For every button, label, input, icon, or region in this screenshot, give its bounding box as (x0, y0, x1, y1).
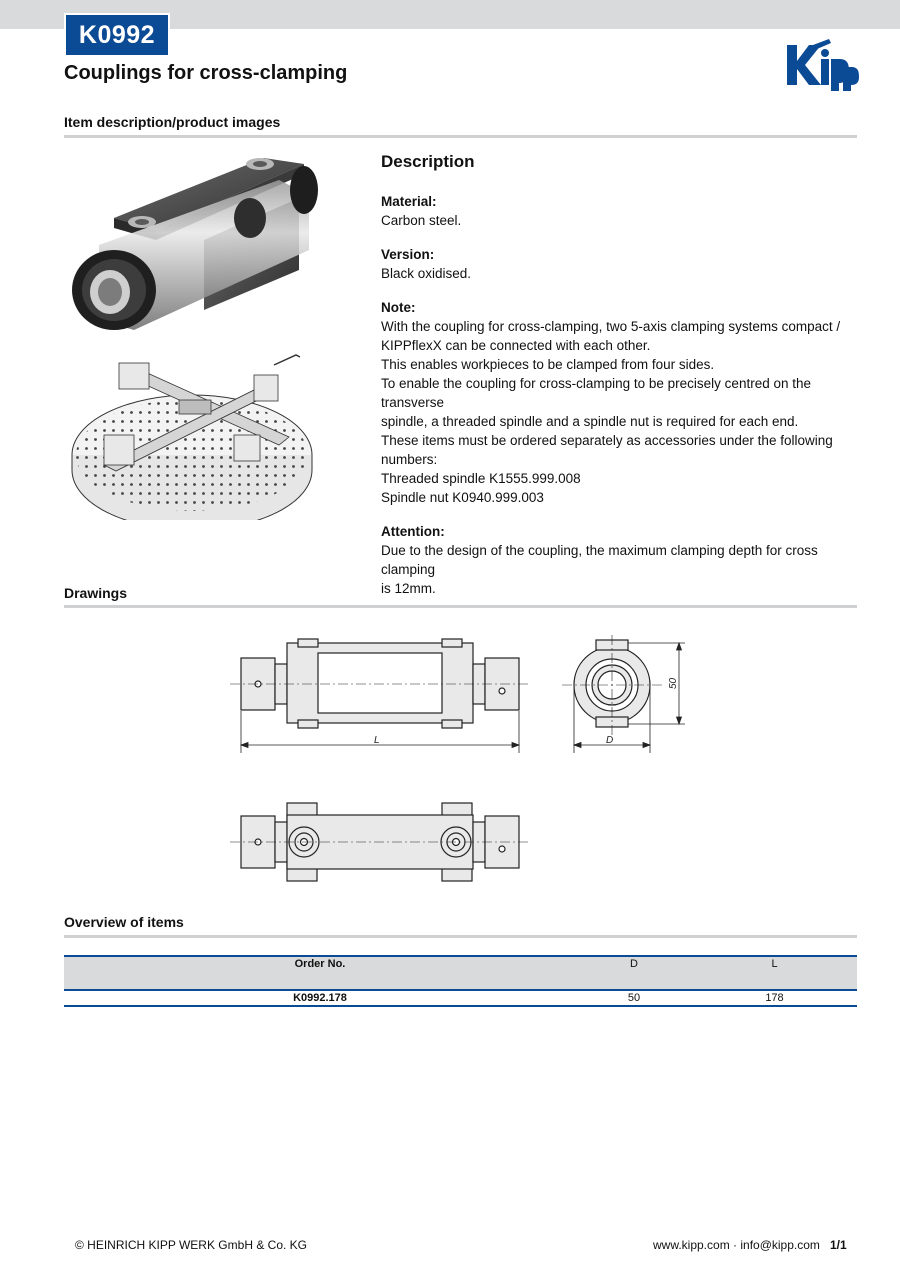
description-heading: Description (381, 152, 475, 171)
section-rule (64, 605, 857, 608)
kipp-logo (783, 37, 859, 93)
section-heading-overview: Overview of items (64, 914, 184, 930)
header-d: D (576, 956, 692, 990)
note-line: spindle, a threaded spindle and a spindle nut is required for each end. (381, 414, 799, 429)
note-label: Note: (381, 300, 416, 315)
version-label: Version: (381, 247, 435, 262)
note-line: This enables workpieces to be clamped from four sides. (381, 357, 715, 372)
note-line: KIPPflexX can be connected with each other. (381, 338, 651, 353)
header-order-no: Order No. (64, 956, 576, 990)
note-line: Spindle nut K0940.999.003 (381, 490, 544, 505)
assembly-product-image (64, 345, 322, 520)
section-heading-item-description: Item description/product images (64, 114, 281, 130)
items-table (64, 955, 857, 1007)
height-label: 50 (668, 677, 679, 689)
cell-l: 178 (692, 990, 857, 1006)
coupling-product-image (64, 150, 322, 340)
cell-d: 50 (576, 990, 692, 1006)
page-title: Couplings for cross-clamping (64, 62, 348, 84)
cell-order-no: K0992.178 (64, 990, 576, 1006)
material-block (381, 192, 857, 230)
footer-copyright: © HEINRICH KIPP WERK GmbH & Co. KG (75, 1238, 307, 1252)
header-l: L (692, 956, 857, 990)
footer-page-number: 1/1 (830, 1238, 847, 1252)
section-rule (64, 135, 857, 138)
attention-label: Attention: (381, 524, 445, 539)
section-rule (64, 935, 857, 938)
description-block (381, 152, 857, 613)
note-line: numbers: (381, 452, 438, 467)
section-heading-drawings: Drawings (64, 585, 128, 601)
attention-line: Due to the design of the coupling, the maximum clamping depth for cross clamping (381, 543, 818, 577)
material-value: Carbon steel. (381, 213, 462, 228)
table-row (64, 990, 857, 1006)
material-label: Material: (381, 194, 437, 209)
technical-drawings (200, 625, 720, 895)
product-code-badge: K0992 (64, 13, 170, 57)
version-block (381, 245, 857, 283)
footer-contact[interactable]: www.kipp.com · info@kipp.com (653, 1238, 820, 1252)
side-view-drawing (241, 639, 519, 728)
length-label: L (374, 735, 380, 746)
attention-block (381, 522, 857, 598)
note-line: To enable the coupling for cross-clamping to be precisely centred on the transverse (381, 376, 811, 410)
note-block (381, 298, 857, 507)
version-value: Black oxidised. (381, 266, 472, 281)
note-line: Threaded spindle K1555.999.008 (381, 471, 581, 486)
note-line: With the coupling for cross-clamping, two 5-axis clamping systems compact / (381, 319, 841, 334)
diameter-label: D (606, 735, 614, 746)
note-line: These items must be ordered separately as accessories under the following (381, 433, 833, 448)
attention-line: is 12mm. (381, 581, 436, 596)
table-header-row (64, 956, 857, 990)
